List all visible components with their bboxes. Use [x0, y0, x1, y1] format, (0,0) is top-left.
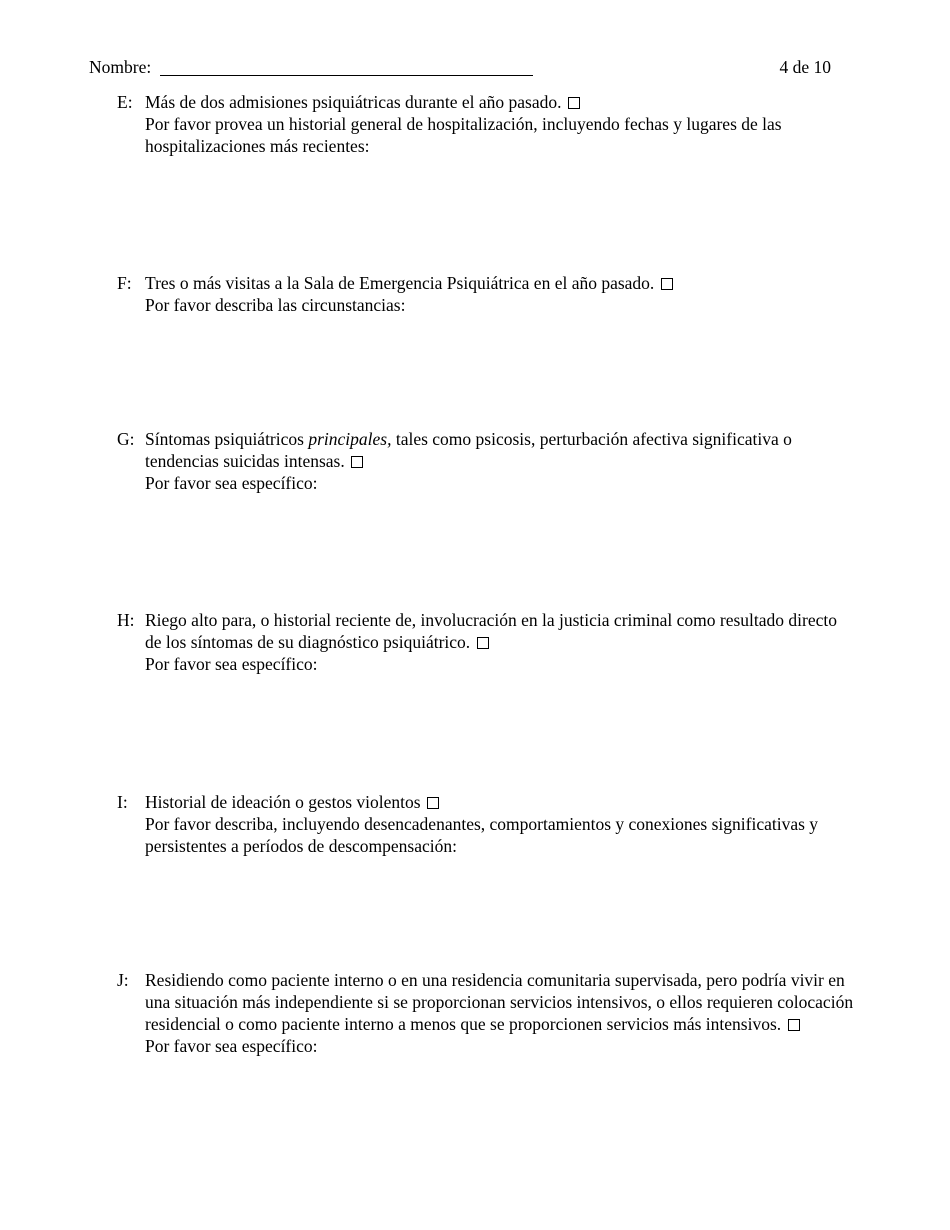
question-text: Historial de ideación o gestos violentos — [145, 792, 421, 812]
item-h — [117, 609, 857, 675]
item-letter: I: — [117, 792, 128, 812]
item-i — [117, 791, 857, 857]
checkbox-j[interactable] — [788, 1019, 800, 1031]
page-number: 4 de 10 — [779, 57, 831, 77]
item-letter: J: — [117, 970, 129, 990]
item-j — [117, 969, 857, 1057]
item-question — [145, 969, 855, 1035]
item-question — [145, 272, 855, 294]
checkbox-e[interactable] — [568, 97, 580, 109]
question-text-pre: Síntomas psiquiátricos — [145, 429, 304, 449]
question-text-post: tales como psicosis, perturbación afectiva significativa o tendencias suicidas intensas. — [145, 429, 792, 471]
checkbox-h[interactable] — [477, 637, 489, 649]
name-label: Nombre: — [89, 57, 152, 77]
checkbox-g[interactable] — [351, 456, 363, 468]
checkbox-f[interactable] — [661, 278, 673, 290]
item-f — [117, 272, 857, 316]
item-letter: H: — [117, 610, 135, 630]
question-text: Residiendo como paciente interno o en una residencia comunitaria supervisada, pero podría vivir en una situación más independiente si se proporcionan servicios intensivos, o ellos requieren colocación residencial o como paciente interno a menos que se proporcionen servicios más intensivos. — [145, 970, 854, 1034]
item-instruction: Por favor sea específico: — [145, 473, 318, 493]
item-question — [145, 428, 855, 472]
item-instruction: Por favor sea específico: — [145, 1036, 318, 1056]
item-question — [145, 91, 855, 113]
item-letter: E: — [117, 92, 133, 112]
item-instruction: Por favor describa las circunstancias: — [145, 295, 406, 315]
name-field[interactable] — [160, 75, 533, 76]
checkbox-i[interactable] — [427, 797, 439, 809]
item-instruction: Por favor sea específico: — [145, 654, 318, 674]
question-text: Riego alto para, o historial reciente de, involucración en la justicia criminal como resultado directo de los síntomas de su diagnóstico psiquiátrico. — [145, 610, 837, 652]
item-letter: G: — [117, 429, 135, 449]
item-g — [117, 428, 857, 494]
question-text: Más de dos admisiones psiquiátricas durante el año pasado. — [145, 92, 562, 112]
question-text-emphasis: principales, — [308, 429, 392, 449]
item-instruction: Por favor describa, incluyendo desencadenantes, comportamientos y conexiones significativas y persistentes a períodos de descompensación: — [145, 814, 819, 856]
item-question — [145, 791, 855, 813]
question-text: Tres o más visitas a la Sala de Emergencia Psiquiátrica en el año pasado. — [145, 273, 655, 293]
item-e — [117, 91, 857, 157]
page-header — [89, 56, 831, 80]
item-question — [145, 609, 855, 653]
item-letter: F: — [117, 273, 132, 293]
item-instruction: Por favor provea un historial general de hospitalización, incluyendo fechas y lugares de las hospitalizaciones más recientes: — [145, 114, 782, 156]
